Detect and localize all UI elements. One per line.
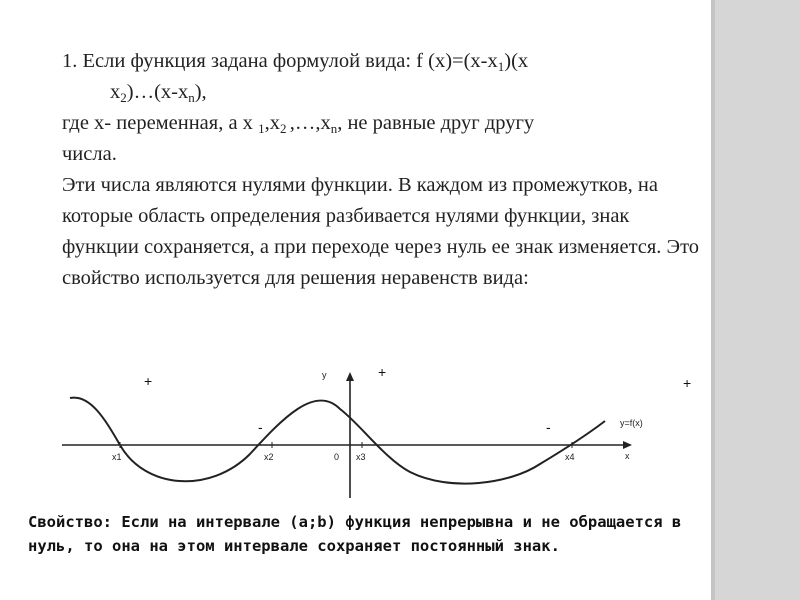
text-line-2: $x_2)\dots(x-x_n)$,: [110, 81, 207, 105]
property-statement: Свойство: Если на интервале (a;b) функция непрерывна и не обращается в нуль, то она на этом интервале сохраняет постоянный знак.: [28, 513, 682, 555]
x-axis-arrow: [623, 441, 632, 449]
function-graph: [60, 364, 710, 499]
y-axis-arrow: [346, 372, 354, 381]
root-label-x3: x3: [356, 452, 366, 462]
sign-plus-right: +: [683, 375, 692, 391]
y-axis-label: y: [322, 370, 327, 380]
main-text-block: [62, 46, 710, 294]
x-axis-label: x: [625, 451, 630, 461]
text-paragraph-2: Эти числа являются нулями функции. В каждом из промежутков, на которые область определения разбивается нулями функции, знак функции сохраняется, а при переходе через нуль ее знак изменяется. Это свойство используется для решения неравенств вида:: [62, 174, 700, 289]
text-line-3: где x- переменная, а x $_1,x_2$ $,\dots,x_n$, не равные друг другу: [62, 112, 535, 136]
decorative-side-bar: [711, 0, 800, 600]
root-label-x4: x4: [565, 452, 575, 462]
function-label: y=f(x): [620, 418, 643, 428]
root-label-x2: x2: [264, 452, 274, 462]
sign-plus-left: +: [144, 373, 153, 389]
root-label-x1: x1: [112, 452, 122, 462]
origin-label: 0: [334, 452, 340, 462]
function-curve: [70, 398, 605, 484]
sign-plus-middle: +: [378, 364, 387, 380]
text-line-1: 1. Если функция задана формулой вида: f $(x)=(x-x_1)(x$: [62, 50, 529, 74]
text-line-4: числа.: [62, 143, 117, 165]
sign-minus-left: -: [258, 419, 263, 435]
sign-minus-right: -: [546, 419, 551, 435]
